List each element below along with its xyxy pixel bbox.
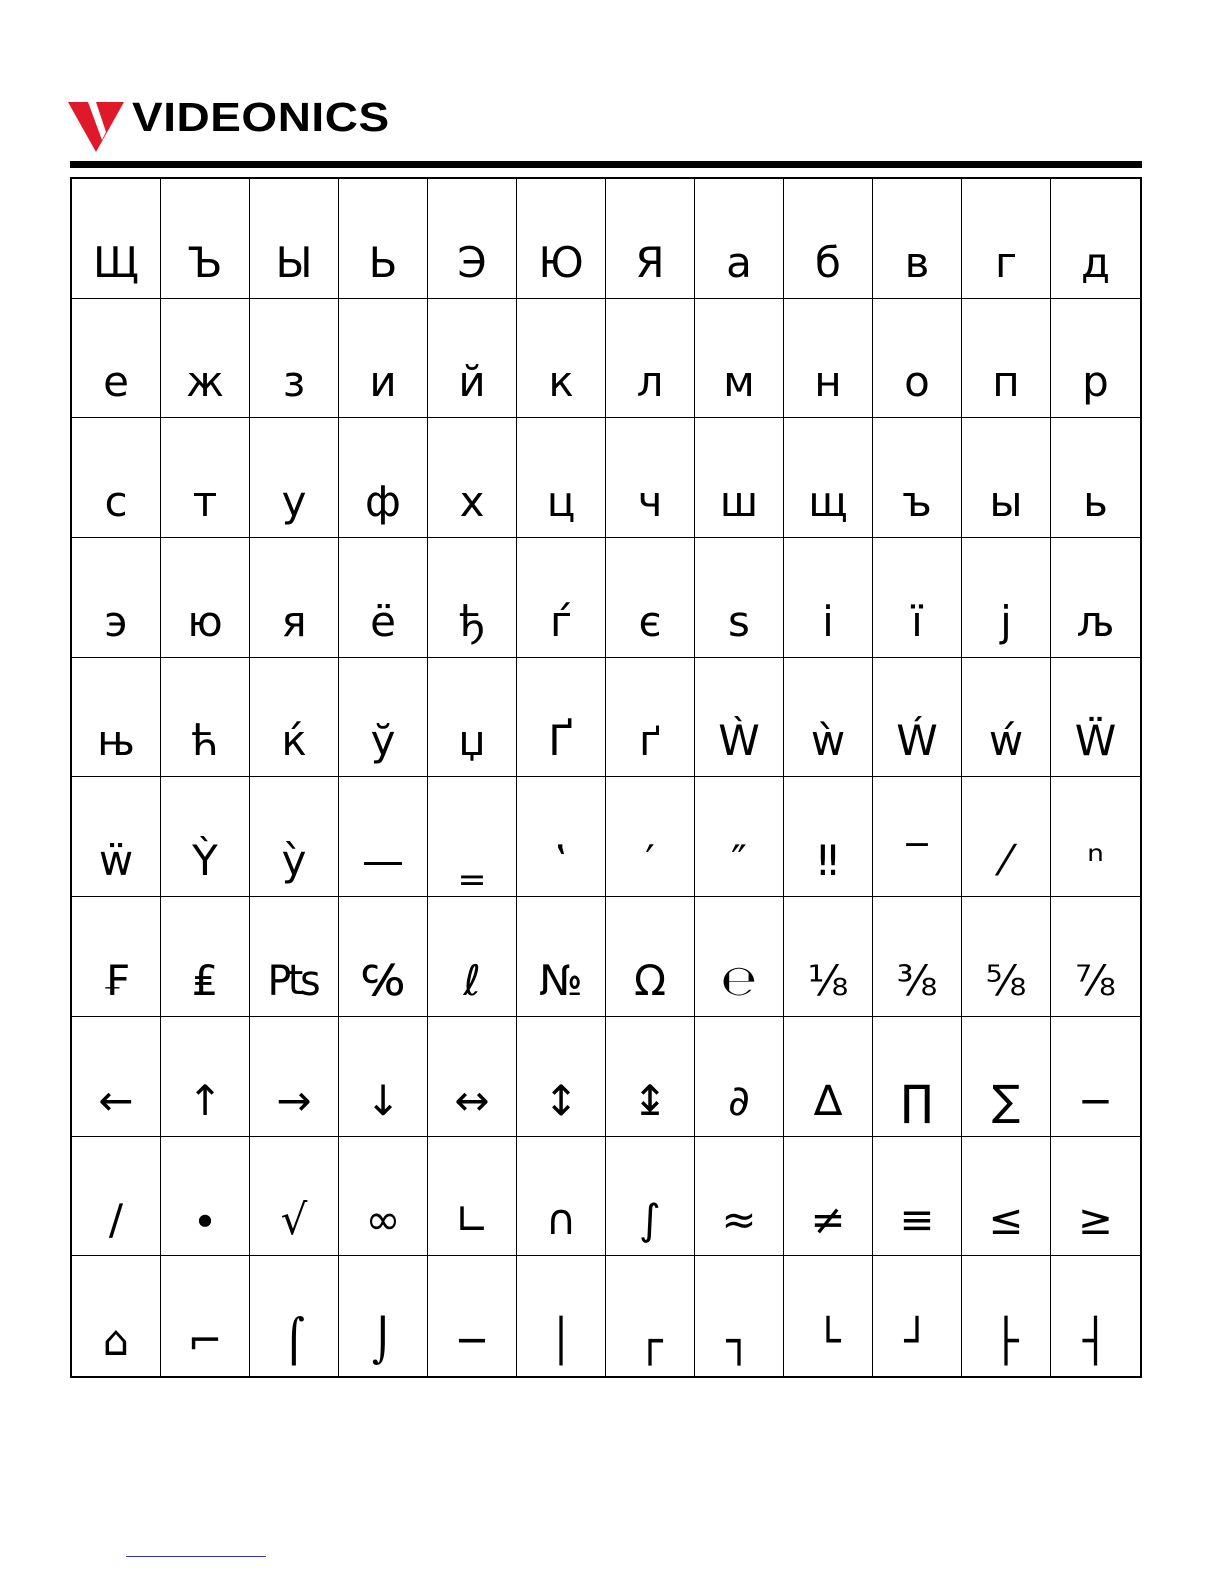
glyph-cell xyxy=(339,1137,428,1257)
glyph-cell xyxy=(1051,299,1140,419)
glyph-character: ↨ xyxy=(632,1075,668,1125)
glyph-cell xyxy=(250,658,339,778)
glyph-character: Ь xyxy=(368,237,398,287)
glyph-cell xyxy=(784,179,873,299)
glyph-character: џ xyxy=(458,716,486,766)
glyph-cell xyxy=(606,1017,695,1137)
glyph-cell xyxy=(695,179,784,299)
brand-name: VIDEONICS xyxy=(132,93,390,140)
glyph-character: х xyxy=(459,477,485,527)
glyph-character: ц xyxy=(546,477,576,527)
glyph-character: с xyxy=(104,477,128,527)
glyph-character: г xyxy=(994,237,1018,287)
glyph-character: ⅜ xyxy=(896,955,938,1005)
glyph-character: љ xyxy=(1076,596,1115,646)
glyph-cell xyxy=(339,777,428,897)
glyph-cell xyxy=(606,418,695,538)
glyph-character: ∫ xyxy=(639,1195,661,1245)
glyph-character: ш xyxy=(719,477,759,527)
glyph-character: ∏ xyxy=(901,1075,933,1125)
glyph-character: н xyxy=(814,357,842,407)
glyph-character: ѓ xyxy=(549,596,573,646)
glyph-character: к xyxy=(548,357,574,407)
glyph-character: ↓ xyxy=(365,1075,401,1125)
glyph-cell xyxy=(161,299,250,419)
glyph-character: ┐ xyxy=(726,1315,752,1365)
glyph-character: ѕ xyxy=(728,596,750,646)
glyph-character: ℓ xyxy=(463,955,481,1005)
glyph-character: ─ xyxy=(459,1315,485,1365)
glyph-character: ≈ xyxy=(721,1195,757,1245)
glyph-cell xyxy=(606,1256,695,1376)
glyph-character: м xyxy=(723,357,755,407)
glyph-cell xyxy=(517,1137,606,1257)
glyph-character: ┘ xyxy=(904,1315,930,1365)
glyph-cell xyxy=(1051,1017,1140,1137)
glyph-cell xyxy=(784,658,873,778)
glyph-character: ′ xyxy=(645,836,655,886)
glyph-character: Э xyxy=(457,237,487,287)
glyph-cell xyxy=(428,658,517,778)
glyph-cell xyxy=(1051,1256,1140,1376)
glyph-cell xyxy=(339,299,428,419)
glyph-character: ⁿ xyxy=(1087,836,1104,886)
glyph-character: э xyxy=(104,596,128,646)
glyph-cell xyxy=(784,1137,873,1257)
glyph-cell xyxy=(72,897,161,1017)
glyph-character: у xyxy=(281,477,307,527)
glyph-character: ⁄ xyxy=(1002,836,1010,886)
glyph-character: ї xyxy=(911,596,923,646)
glyph-character: ≡ xyxy=(899,1195,935,1245)
glyph-character: ẅ xyxy=(98,836,134,886)
videonics-logo-icon xyxy=(66,96,126,156)
glyph-character: → xyxy=(276,1075,312,1125)
glyph-character: ў xyxy=(370,716,396,766)
glyph-character: ↕ xyxy=(543,1075,579,1125)
glyph-character: ‼ xyxy=(817,836,839,886)
glyph-character: ℅ xyxy=(361,955,405,1005)
header xyxy=(66,93,390,156)
glyph-cell xyxy=(784,299,873,419)
glyph-character: ỳ xyxy=(281,836,307,886)
glyph-cell xyxy=(161,179,250,299)
glyph-character: Щ xyxy=(93,237,139,287)
glyph-cell xyxy=(784,777,873,897)
glyph-cell xyxy=(517,179,606,299)
glyph-cell xyxy=(1051,179,1140,299)
glyph-cell xyxy=(517,538,606,658)
glyph-cell xyxy=(517,658,606,778)
glyph-cell xyxy=(784,538,873,658)
glyph-character: ∟ xyxy=(454,1195,490,1245)
glyph-cell xyxy=(695,1137,784,1257)
glyph-cell xyxy=(339,897,428,1017)
glyph-character: ₧ xyxy=(267,955,321,1005)
glyph-character: я xyxy=(281,596,307,646)
glyph-character: ẁ xyxy=(810,716,846,766)
glyph-character: № xyxy=(539,955,583,1005)
glyph-cell xyxy=(161,777,250,897)
glyph-cell xyxy=(428,418,517,538)
glyph-cell xyxy=(962,179,1051,299)
glyph-character: − xyxy=(1077,1075,1114,1125)
glyph-character: ∑ xyxy=(991,1075,1021,1125)
glyph-cell xyxy=(72,299,161,419)
glyph-character: є xyxy=(638,596,662,646)
glyph-character: л xyxy=(636,357,664,407)
glyph-character: ф xyxy=(365,477,401,527)
glyph-cell xyxy=(250,1256,339,1376)
glyph-table xyxy=(70,177,1142,1378)
glyph-cell xyxy=(606,538,695,658)
glyph-character: ┤ xyxy=(1082,1315,1109,1365)
glyph-cell xyxy=(1051,418,1140,538)
glyph-cell xyxy=(339,1017,428,1137)
glyph-character: ẃ xyxy=(988,716,1024,766)
glyph-cell xyxy=(250,299,339,419)
glyph-character: └ xyxy=(815,1315,841,1365)
glyph-cell xyxy=(606,1137,695,1257)
glyph-character: в xyxy=(904,237,930,287)
glyph-cell xyxy=(962,897,1051,1017)
glyph-character: а xyxy=(726,237,752,287)
glyph-cell xyxy=(428,897,517,1017)
glyph-character: ‾ xyxy=(906,836,928,886)
glyph-character: е xyxy=(103,357,129,407)
glyph-character: ₣ xyxy=(102,955,130,1005)
glyph-cell xyxy=(962,777,1051,897)
glyph-cell xyxy=(784,1256,873,1376)
glyph-character: ∕ xyxy=(108,1195,124,1245)
glyph-cell xyxy=(161,897,250,1017)
glyph-cell xyxy=(161,418,250,538)
glyph-cell xyxy=(1051,777,1140,897)
glyph-character: ґ xyxy=(638,716,662,766)
glyph-cell xyxy=(695,897,784,1017)
glyph-cell xyxy=(517,897,606,1017)
glyph-character: р xyxy=(1082,357,1109,407)
glyph-cell xyxy=(873,418,962,538)
glyph-cell xyxy=(250,179,339,299)
glyph-cell xyxy=(428,299,517,419)
glyph-character: щ xyxy=(808,477,848,527)
glyph-cell xyxy=(873,299,962,419)
glyph-cell xyxy=(517,418,606,538)
glyph-cell xyxy=(695,418,784,538)
glyph-character: Ỳ xyxy=(192,836,218,886)
glyph-cell xyxy=(250,1137,339,1257)
glyph-character: Ы xyxy=(275,237,313,287)
glyph-character: й xyxy=(458,357,486,407)
glyph-character: Я xyxy=(635,237,665,287)
glyph-character: Ґ xyxy=(548,716,574,766)
glyph-character: ↑ xyxy=(187,1075,223,1125)
glyph-cell xyxy=(72,777,161,897)
glyph-cell xyxy=(873,1017,962,1137)
glyph-character: Ẁ xyxy=(718,716,760,766)
glyph-cell xyxy=(428,777,517,897)
glyph-cell xyxy=(161,1137,250,1257)
glyph-character: б xyxy=(815,237,841,287)
glyph-cell xyxy=(517,1256,606,1376)
glyph-cell xyxy=(695,1017,784,1137)
glyph-character: ‛ xyxy=(554,836,568,886)
glyph-cell xyxy=(695,1256,784,1376)
glyph-character: ″ xyxy=(731,836,747,886)
glyph-cell xyxy=(161,1017,250,1137)
glyph-cell xyxy=(873,777,962,897)
glyph-cell xyxy=(72,1017,161,1137)
glyph-character: і xyxy=(822,596,834,646)
glyph-cell xyxy=(250,897,339,1017)
glyph-character: ├ xyxy=(993,1315,1019,1365)
glyph-cell xyxy=(428,538,517,658)
glyph-cell xyxy=(873,179,962,299)
glyph-cell xyxy=(962,418,1051,538)
glyph-cell xyxy=(161,658,250,778)
glyph-cell xyxy=(695,777,784,897)
glyph-character: ← xyxy=(98,1075,134,1125)
glyph-character: о xyxy=(904,357,930,407)
glyph-cell xyxy=(695,299,784,419)
glyph-cell xyxy=(784,1017,873,1137)
glyph-cell xyxy=(873,1256,962,1376)
glyph-character: ⅛ xyxy=(807,955,849,1005)
glyph-cell xyxy=(250,418,339,538)
glyph-cell xyxy=(250,777,339,897)
glyph-character: Ъ xyxy=(187,237,223,287)
glyph-character: ю xyxy=(187,596,223,646)
glyph-character: ‗ xyxy=(461,836,483,886)
glyph-character: ј xyxy=(1000,596,1012,646)
glyph-cell xyxy=(873,658,962,778)
glyph-cell xyxy=(72,658,161,778)
glyph-character: Ю xyxy=(538,237,584,287)
glyph-character: Ẅ xyxy=(1074,716,1117,766)
glyph-cell xyxy=(339,1256,428,1376)
glyph-cell xyxy=(873,897,962,1017)
glyph-cell xyxy=(161,1256,250,1376)
glyph-cell xyxy=(1051,1137,1140,1257)
glyph-character: Ω xyxy=(633,955,667,1005)
glyph-cell xyxy=(161,538,250,658)
glyph-character: Ẃ xyxy=(896,716,938,766)
glyph-cell xyxy=(606,658,695,778)
glyph-character: ы xyxy=(989,477,1023,527)
glyph-character: ₤ xyxy=(191,955,219,1005)
glyph-cell xyxy=(250,538,339,658)
glyph-character: ъ xyxy=(902,477,932,527)
glyph-character: ∆ xyxy=(813,1075,843,1125)
glyph-character: ∞ xyxy=(365,1195,401,1245)
glyph-cell xyxy=(962,1137,1051,1257)
glyph-cell xyxy=(606,777,695,897)
glyph-character: ⅞ xyxy=(1075,955,1116,1005)
glyph-character: ь xyxy=(1083,477,1108,527)
glyph-cell xyxy=(72,418,161,538)
glyph-cell xyxy=(962,658,1051,778)
glyph-character: ⌂ xyxy=(102,1315,130,1365)
glyph-character: ⅝ xyxy=(985,955,1027,1005)
glyph-cell xyxy=(428,179,517,299)
glyph-cell xyxy=(695,538,784,658)
glyph-cell xyxy=(784,897,873,1017)
glyph-cell xyxy=(72,1137,161,1257)
glyph-cell xyxy=(784,418,873,538)
glyph-cell xyxy=(339,538,428,658)
glyph-cell xyxy=(962,1256,1051,1376)
glyph-character: ┌ xyxy=(637,1315,663,1365)
glyph-character: — xyxy=(362,836,404,886)
glyph-character: √ xyxy=(280,1195,308,1245)
glyph-character: ⌠ xyxy=(283,1315,305,1365)
glyph-character: ќ xyxy=(281,716,307,766)
glyph-character: ∙ xyxy=(191,1195,219,1245)
glyph-cell xyxy=(962,538,1051,658)
glyph-character: ђ xyxy=(458,596,486,646)
glyph-cell xyxy=(517,1017,606,1137)
glyph-cell xyxy=(428,1137,517,1257)
glyph-cell xyxy=(606,299,695,419)
glyph-cell xyxy=(428,1256,517,1376)
glyph-character: ≤ xyxy=(988,1195,1024,1245)
glyph-character: ћ xyxy=(191,716,219,766)
glyph-cell xyxy=(339,658,428,778)
glyph-character: ↔ xyxy=(454,1075,490,1125)
glyph-character: ℮ xyxy=(721,955,757,1005)
glyph-character: и xyxy=(369,357,397,407)
glyph-character: │ xyxy=(548,1315,574,1365)
footer-link-underline xyxy=(126,1556,266,1557)
glyph-character: д xyxy=(1080,237,1111,287)
glyph-character: ⌐ xyxy=(187,1315,223,1365)
glyph-cell xyxy=(606,179,695,299)
glyph-cell xyxy=(517,299,606,419)
glyph-character: ≠ xyxy=(810,1195,846,1245)
glyph-cell xyxy=(517,777,606,897)
glyph-cell xyxy=(1051,538,1140,658)
glyph-cell xyxy=(72,1256,161,1376)
glyph-cell xyxy=(873,1137,962,1257)
glyph-cell xyxy=(1051,658,1140,778)
glyph-character: ∩ xyxy=(545,1195,577,1245)
glyph-cell xyxy=(695,658,784,778)
glyph-cell xyxy=(339,179,428,299)
glyph-character: њ xyxy=(97,716,135,766)
glyph-cell xyxy=(962,1017,1051,1137)
glyph-cell xyxy=(606,897,695,1017)
glyph-cell xyxy=(873,538,962,658)
glyph-cell xyxy=(250,1017,339,1137)
glyph-cell xyxy=(962,299,1051,419)
glyph-character: п xyxy=(992,357,1020,407)
glyph-character: т xyxy=(192,477,218,527)
glyph-character: ≥ xyxy=(1077,1195,1114,1245)
glyph-character: ч xyxy=(637,477,663,527)
glyph-character: ⌡ xyxy=(372,1315,394,1365)
glyph-cell xyxy=(1051,897,1140,1017)
glyph-cell xyxy=(428,1017,517,1137)
glyph-character: з xyxy=(282,357,306,407)
glyph-cell xyxy=(72,179,161,299)
glyph-character: ∂ xyxy=(728,1075,750,1125)
glyph-cell xyxy=(339,418,428,538)
glyph-character: ж xyxy=(186,357,224,407)
glyph-cell xyxy=(72,538,161,658)
glyph-character: ё xyxy=(370,596,396,646)
header-divider xyxy=(70,161,1142,168)
